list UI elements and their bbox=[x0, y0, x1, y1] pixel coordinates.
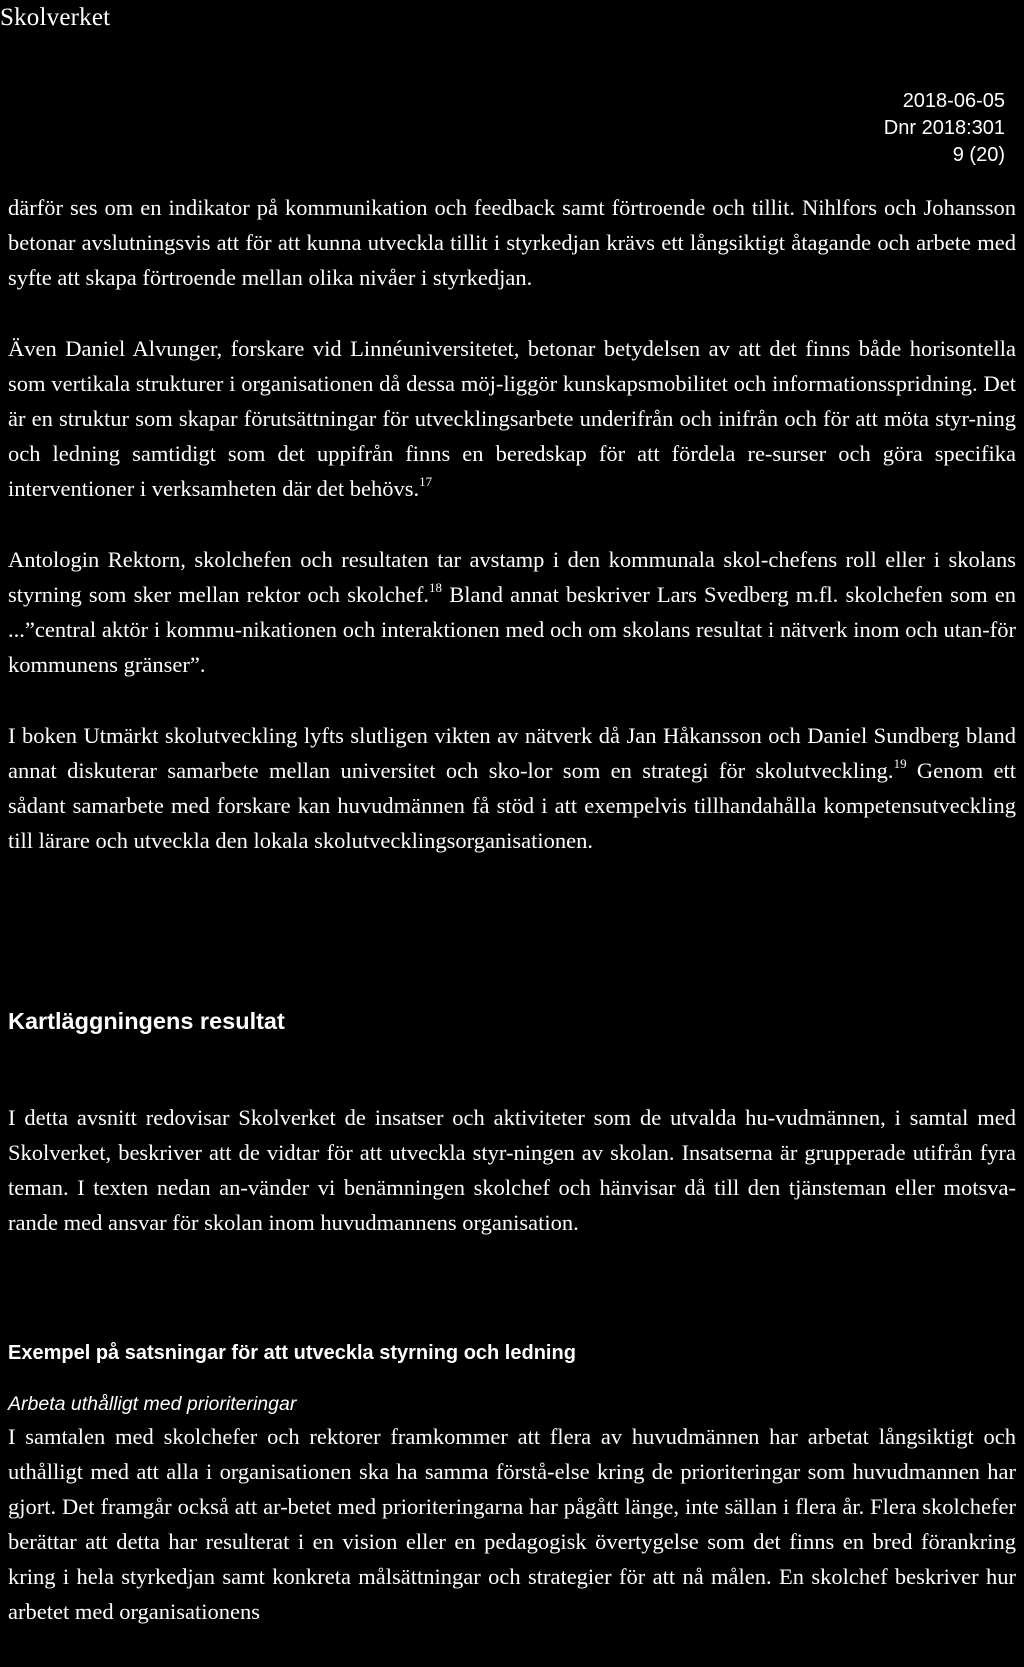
document-dnr: Dnr 2018:301 bbox=[883, 117, 1005, 139]
paragraph-utmarkt-text-a: I boken Utmärkt skolutveckling lyfts slutligen vikten av nätverk då Jan Håkansson och Daniel Sundberg bland annat diskuterar samarbete mellan universitet och sko-lor som en strategi för skolutveckling. bbox=[8, 723, 1016, 783]
footnote-ref-18: 18 bbox=[429, 579, 443, 595]
paragraph-alvunger bbox=[8, 331, 1016, 506]
subsection-heading: Exempel på satsningar för att utveckla styrning och ledning bbox=[8, 1342, 576, 1364]
document-meta bbox=[884, 88, 1005, 169]
organization-name: Skolverket bbox=[0, 4, 111, 31]
body-text bbox=[8, 190, 1016, 858]
subsubsection-heading: Arbeta uthålligt med prioriteringar bbox=[8, 1393, 297, 1415]
paragraph-alvunger-text: Även Daniel Alvunger, forskare vid Linnéuniversitetet, betonar betydelsen av att det finns både horisontella som vertikala strukturer i organisationen då dessa möj-liggör kunskapsmobilitet och informationsspridning. Det är en struktur som skapar förutsättningar för utvecklingsarbete underifrån och inifrån och för att möta styr-ning och ledning samtidigt som det uppifrån finns en beredskap för att fördela re-surser och göra specifika interventioner i verksamheten där det behövs. bbox=[8, 336, 1016, 501]
paragraph-antologin-text-a: Antologin Rektorn, skolchefen och resultaten tar avstamp i den kommunala skol-chefens roll eller i skolans styrning som sker mellan rektor och skolchef. bbox=[8, 547, 1016, 607]
paragraph-nihlfors: därför ses om en indikator på kommunikation och feedback samt förtroende och tillit. Nihlfors och Johansson betonar avslutningsvis att för att kunna utveckla tillit i styrkedjan krävs ett långsiktigt åtagande och arbete med syfte att skapa förtroende mellan olika nivåer i styrkedjan. bbox=[8, 195, 1016, 290]
paragraph-antologin-text-b: Bland annat beskriver Lars Svedberg m.fl. skolchefen som en ...”central aktör i kommu-nikationen och interaktionen med och om skolans resultat i nätverk inom och utan-för kommunens gränser”. bbox=[8, 582, 1017, 677]
footnote-ref-19: 19 bbox=[893, 755, 907, 771]
paragraph-utmarkt bbox=[8, 718, 1016, 858]
paragraph-antologin bbox=[8, 542, 1016, 682]
section-heading: Kartläggningens resultat bbox=[8, 1008, 285, 1034]
section-intro-paragraph: I detta avsnitt redovisar Skolverket de insatser och aktiviteter som de utvalda hu-vudmännen, i samtal med Skolverket, beskriver att de vidtar för att utveckla styr-ningen av skolan. Insatserna är grupperade utifrån fyra teman. I texten nedan an-vänder vi benämningen skolchef och hänvisar då till den tjänsteman eller motsva-rande med ansvar för skolan inom huvudmannens organisation. bbox=[8, 1105, 1016, 1235]
document-date: 2018-06-05 bbox=[902, 90, 1005, 112]
paragraph-utmarkt-text-b: Genom ett sådant samarbete med forskare kan huvudmännen få stöd i att exempelvis tillhandahålla kompetensutveckling till lärare och utveckla den lokala skolutvecklingsorganisationen. bbox=[8, 758, 1016, 853]
paragraph-prioriteringar: I samtalen med skolchefer och rektorer framkommer att flera av huvudmännen har arbetat långsiktigt och uthålligt med att alla i organisationen ska ha samma förstå-else kring de prioriteringar som huvudmannen har gjort. Det framgår också att ar-betet med prioriteringarna har pågått länge, inte sällan i flera år. Flera skolchefer berättar att detta har resulterat i en vision eller en pedagogisk övertygelse som det finns en bred förankring kring i hela styrkedjan samt konkreta målsättningar och strategier för att nå målen. En skolchef beskriver hur arbetet med organisationens bbox=[8, 1424, 1016, 1624]
footnote-ref-17: 17 bbox=[419, 473, 433, 489]
page-number: 9 (20) bbox=[952, 144, 1005, 166]
